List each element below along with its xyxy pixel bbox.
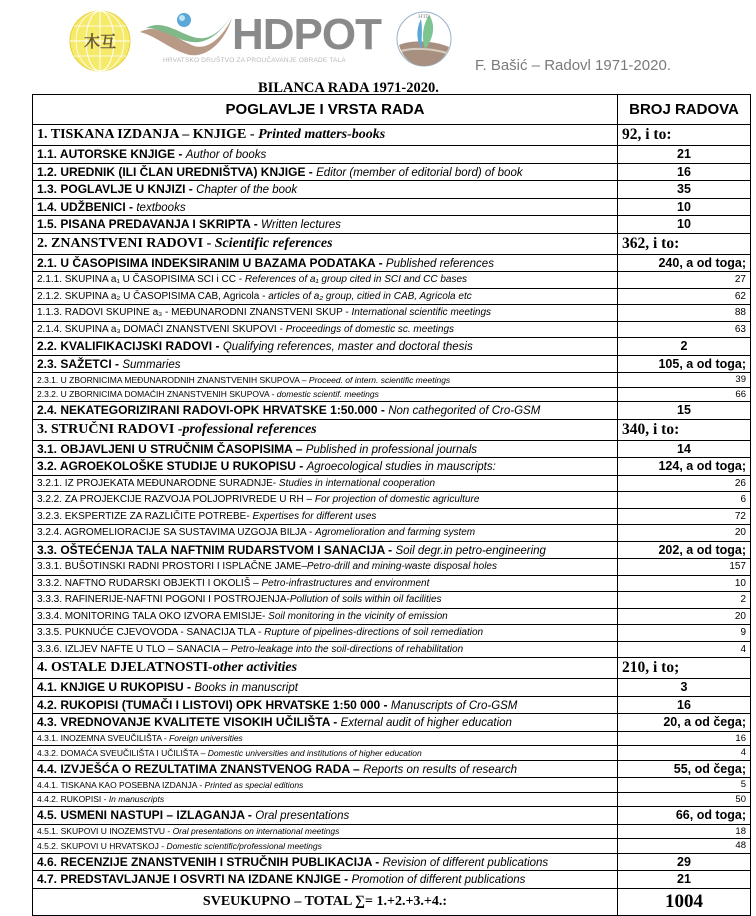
table-row bbox=[33, 575, 751, 592]
category-cell bbox=[33, 492, 618, 509]
works-balance-table bbox=[32, 94, 751, 916]
count-cell: 10 bbox=[618, 198, 751, 216]
category-label: 3.3.3. RAFINERIJE-NAFTNI POGONI I POSTROJENJA- bbox=[37, 594, 290, 606]
table-row bbox=[33, 419, 751, 440]
category-english: Promotion of different publications bbox=[351, 874, 526, 887]
category-english: Editor (member of editorial bord) of book bbox=[316, 166, 523, 179]
category-cell bbox=[33, 458, 618, 476]
category-english: textbooks bbox=[136, 201, 186, 214]
category-cell bbox=[33, 181, 618, 199]
table-row bbox=[33, 839, 751, 854]
category-english: In manuscripts bbox=[108, 794, 165, 805]
category-english: articles of a₂ group, citied in CAB, Agricola etc bbox=[268, 290, 472, 302]
category-cell bbox=[33, 475, 618, 492]
category-english: For projection of domestic agriculture bbox=[314, 494, 480, 506]
category-cell bbox=[33, 559, 618, 576]
category-label: 2.4. NEKATEGORIZIRANI RADOVI-OPK HRVATSKE 1:50.000 - bbox=[37, 403, 389, 418]
category-cell bbox=[33, 508, 618, 525]
table-row bbox=[33, 272, 751, 289]
category-cell bbox=[33, 419, 618, 440]
document-title: BILANCA RADA 1971-2020. bbox=[258, 80, 439, 96]
category-english: Reports on results of research bbox=[363, 763, 518, 776]
table-row bbox=[33, 216, 751, 234]
table-row bbox=[33, 525, 751, 542]
table-row bbox=[33, 402, 751, 420]
count-cell: 88 bbox=[618, 305, 751, 322]
category-label: 3.3.1. BUŠOTINSKI RADNI PROSTORI I ISPLAČNE JAME– bbox=[37, 561, 307, 573]
category-english: Soil monitoring in the vicinity of emission bbox=[268, 610, 448, 622]
category-label: 4.5.1. SKUPOVI U INOZEMSTVU - bbox=[37, 826, 173, 837]
category-english: Oral presentations on international meetings bbox=[172, 826, 340, 837]
category-label: 1.2. UREDNIK (ILI ČLAN UREDNIŠTVA) KNJIGE - bbox=[37, 164, 317, 179]
category-english: Petro-leakage into the soil-directions of rehabilitation bbox=[230, 643, 464, 655]
category-cell bbox=[33, 746, 618, 761]
count-cell: 210, i to; bbox=[618, 658, 751, 679]
category-cell bbox=[33, 355, 618, 373]
category-english: Scientific references bbox=[214, 235, 333, 251]
category-english: References of a₁ group cited in SCI and CC bases bbox=[244, 274, 468, 286]
category-english: Rupture of pipelines-directions of soil remediation bbox=[264, 627, 484, 639]
category-label: 1.1.3. RADOVI SKUPINE a₃ - MEĐUNARODNI ZNANSTVENI SKUP - bbox=[37, 307, 352, 319]
count-cell: 340, i to: bbox=[618, 419, 751, 440]
category-cell bbox=[33, 714, 618, 732]
category-label: 3.3.6. IZLJEV NAFTE U TLO – SANACIA – bbox=[37, 643, 231, 655]
category-label: 4.7. PREDSTAVLJANJE I OSVRTI NA IZDANE KNJIGE - bbox=[37, 872, 352, 887]
category-label: 2.1.1. SKUPINA a₁ U ČASOPISIMA SCI i CC - bbox=[37, 274, 245, 286]
category-english: Soil degr.in petro-engineering bbox=[395, 544, 546, 557]
count-cell: 16 bbox=[618, 696, 751, 714]
category-english: Manuscripts of Cro-GSM bbox=[390, 699, 518, 712]
category-cell bbox=[33, 402, 618, 420]
category-label: 1.4. UDŽBENICI - bbox=[37, 199, 137, 214]
category-cell bbox=[33, 233, 618, 254]
table-row bbox=[33, 338, 751, 356]
count-cell: 18 bbox=[618, 824, 751, 839]
table-row bbox=[33, 254, 751, 272]
category-label: 4.6. RECENZIJE ZNANSTVENIH I STRUČNIH PUBLIKACIJA - bbox=[37, 854, 383, 869]
category-english: professional references bbox=[182, 421, 317, 437]
count-cell: 26 bbox=[618, 475, 751, 492]
brand-subtitle: HRVATSKO DRUŠTVO ZA PROUČAVANJE OBRADE TALA bbox=[163, 57, 346, 64]
count-cell: 4 bbox=[618, 641, 751, 658]
category-cell bbox=[33, 641, 618, 658]
category-cell bbox=[33, 575, 618, 592]
table-row bbox=[33, 658, 751, 679]
category-label: 4.4.2. RUKOPISI - bbox=[37, 794, 109, 805]
category-label: 4.4. IZVJEŠĆA O REZULTATIMA ZNANSTVENOG RADA – bbox=[37, 761, 364, 776]
category-label: 2.3.2. U ZBORNICIMA DOMAĆIH ZNANSTVENIH SKUPOVA - bbox=[37, 389, 277, 400]
table-row bbox=[33, 508, 751, 525]
category-english: Domestic scientific/professional meetings bbox=[166, 840, 322, 851]
category-cell bbox=[33, 760, 618, 778]
table-row bbox=[33, 233, 751, 254]
category-cell bbox=[33, 321, 618, 338]
category-cell bbox=[33, 373, 618, 388]
category-cell bbox=[33, 792, 618, 807]
category-cell bbox=[33, 679, 618, 697]
htd-logo-icon bbox=[395, 9, 453, 69]
category-english: Expertises for different uses bbox=[252, 510, 377, 522]
table-row bbox=[33, 373, 751, 388]
svg-text:木互: 木互 bbox=[83, 32, 117, 51]
table-row bbox=[33, 625, 751, 642]
category-label: 2.1.4. SKUPINA a₃ DOMAĆI ZNANSTVENI SKUPOVI - bbox=[37, 323, 286, 335]
category-english: Proceed. of intern. scientific meetings bbox=[308, 374, 451, 385]
table-row bbox=[33, 321, 751, 338]
category-english: External audit of higher education bbox=[340, 717, 512, 730]
category-label: 1. TISKANA IZDANJA – KNJIGE - bbox=[37, 127, 259, 142]
brand-logotype: HDPOT bbox=[232, 10, 381, 59]
category-cell bbox=[33, 778, 618, 793]
table-row bbox=[33, 198, 751, 216]
category-english: Printed as special editions bbox=[204, 779, 304, 790]
category-english: Printed matters-books bbox=[258, 127, 386, 142]
table-row bbox=[33, 475, 751, 492]
table-row bbox=[33, 853, 751, 871]
table-row bbox=[33, 355, 751, 373]
count-cell: 63 bbox=[618, 321, 751, 338]
count-cell: 92, i to: bbox=[618, 125, 751, 146]
category-english: Proceedings of domestic sc. meetings bbox=[285, 323, 455, 335]
category-label: 3.2.4. AGROMELIORACIJE SA SUSTAVIMA UZGOJA BILJA - bbox=[37, 527, 316, 539]
category-english: Domestic universities and institutions of higher education bbox=[207, 747, 422, 758]
category-english: Chapter of the book bbox=[196, 184, 298, 197]
count-cell: 66, od toga; bbox=[618, 807, 751, 825]
category-cell bbox=[33, 608, 618, 625]
category-label: 3.2. AGROEKOLOŠKE STUDIJE U RUKOPISU - bbox=[37, 459, 307, 474]
table-row bbox=[33, 288, 751, 305]
category-english: Non cathegorited of Cro-GSM bbox=[388, 405, 541, 418]
count-cell: 55, od čega; bbox=[618, 760, 751, 778]
category-cell bbox=[33, 163, 618, 181]
table-row bbox=[33, 608, 751, 625]
category-label: 4.5.2. SKUPOVI U HRVATSKOJ - bbox=[37, 840, 167, 851]
category-english: Written lectures bbox=[261, 219, 341, 232]
category-cell bbox=[33, 541, 618, 559]
category-english: Summaries bbox=[122, 358, 181, 371]
globe-logo-icon bbox=[69, 10, 131, 72]
category-english: Books in manuscript bbox=[194, 682, 298, 695]
table-row bbox=[33, 696, 751, 714]
category-label: 1.5. PISANA PREDAVANJA I SKRIPTA - bbox=[37, 217, 262, 232]
table-row bbox=[33, 440, 751, 458]
count-cell: 362, i to: bbox=[618, 233, 751, 254]
category-english: Author of books bbox=[185, 149, 267, 162]
count-cell: 66 bbox=[618, 387, 751, 402]
category-english: International scientific meetings bbox=[351, 307, 492, 319]
category-label: 3.3.5. PUKNUĆE CJEVOVODA - SANACIJA TLA - bbox=[37, 627, 265, 639]
table-row bbox=[33, 679, 751, 697]
count-cell: 20, a od čega; bbox=[618, 714, 751, 732]
category-cell bbox=[33, 871, 618, 889]
count-cell: 10 bbox=[618, 216, 751, 234]
table-row bbox=[33, 125, 751, 146]
category-label: 4.4.1. TISKANA KAO POSEBNA IZDANJA - bbox=[37, 779, 205, 790]
table-row bbox=[33, 181, 751, 199]
category-cell bbox=[33, 807, 618, 825]
author-line: F. Bašić – Radovl 1971-2020. bbox=[475, 57, 671, 74]
category-label: 4.5. USMENI NASTUPI – IZLAGANJA - bbox=[37, 808, 256, 823]
category-label: 3.1. OBJAVLJENI U STRUČNIM ČASOPISIMA – bbox=[37, 441, 306, 456]
category-english: Petro-infrastructures and environment bbox=[261, 577, 430, 589]
count-cell: 39 bbox=[618, 373, 751, 388]
count-cell: 4 bbox=[618, 746, 751, 761]
table-row bbox=[33, 458, 751, 476]
category-label: 4.3.1. INOZEMNA SVEUČILIŠTA - bbox=[37, 733, 170, 744]
category-cell bbox=[33, 272, 618, 289]
category-label: 4.3.2. DOMAĆA SVEUČILIŠTA I UČILIŠTA – bbox=[37, 747, 208, 758]
table-row bbox=[33, 807, 751, 825]
category-cell bbox=[33, 731, 618, 746]
table-row bbox=[33, 146, 751, 164]
hdpot-wave-logo-icon bbox=[138, 10, 234, 60]
category-label: 2.1. U ČASOPISIMA INDEKSIRANIM U BAZAMA PODATAKA - bbox=[37, 255, 386, 270]
category-label: 4.2. RUKOPISI (TUMAČI I LISTOVI) OPK HRVATSKE 1:50 000 - bbox=[37, 697, 391, 712]
column-header-count: BROJ RADOVA bbox=[618, 95, 751, 125]
table-row bbox=[33, 559, 751, 576]
category-cell bbox=[33, 592, 618, 609]
category-cell bbox=[33, 254, 618, 272]
table-row bbox=[33, 746, 751, 761]
category-label: 2.3.1. U ZBORNICIMA MEĐUNARODNIH ZNANSTVENIH SKUPOVA – bbox=[37, 374, 309, 385]
count-cell: 202, a od toga; bbox=[618, 541, 751, 559]
count-cell: 105, a od toga; bbox=[618, 355, 751, 373]
category-label: 2. ZNANSTVENI RADOVI - bbox=[37, 235, 215, 251]
category-english: Agromelioration and farming system bbox=[315, 527, 476, 539]
table-header-row bbox=[33, 95, 751, 125]
category-label: 1.3. POGLAVLJE U KNJIZI - bbox=[37, 182, 197, 197]
category-label: 3. STRUČNI RADOVI - bbox=[37, 421, 183, 437]
count-cell: 15 bbox=[618, 402, 751, 420]
count-cell: 124, a od toga; bbox=[618, 458, 751, 476]
category-cell bbox=[33, 525, 618, 542]
category-cell bbox=[33, 387, 618, 402]
category-label: 3.3. OŠTEĆENJA TALA NAFTNIM RUDARSTVOM I SANACIJA - bbox=[37, 542, 396, 557]
category-cell bbox=[33, 824, 618, 839]
total-row bbox=[33, 888, 751, 915]
count-cell: 29 bbox=[618, 853, 751, 871]
table-row bbox=[33, 714, 751, 732]
category-cell bbox=[33, 839, 618, 854]
category-english: Published references bbox=[385, 257, 494, 270]
category-english: Studies in international cooperation bbox=[278, 477, 436, 489]
category-cell bbox=[33, 125, 618, 146]
table-row bbox=[33, 871, 751, 889]
category-english: Agroecological studies in mauscripts: bbox=[306, 461, 496, 474]
count-cell: 21 bbox=[618, 871, 751, 889]
category-label: 1.1. AUTORSKE KNJIGE - bbox=[37, 147, 186, 162]
category-cell bbox=[33, 146, 618, 164]
category-label: 3.2.1. IZ PROJEKATA MEĐUNARODNE SURADNJE- bbox=[37, 477, 279, 489]
count-cell: 20 bbox=[618, 608, 751, 625]
count-cell: 16 bbox=[618, 163, 751, 181]
table-row bbox=[33, 592, 751, 609]
count-cell: 27 bbox=[618, 272, 751, 289]
category-cell bbox=[33, 305, 618, 322]
category-label: 3.2.3. EKSPERTIZE ZA RAZLIČITE POTREBE- bbox=[37, 510, 253, 522]
count-cell: 3 bbox=[618, 679, 751, 697]
count-cell: 16 bbox=[618, 731, 751, 746]
table-row bbox=[33, 824, 751, 839]
table-row bbox=[33, 641, 751, 658]
count-cell: 9 bbox=[618, 625, 751, 642]
table-row bbox=[33, 731, 751, 746]
table-row bbox=[33, 305, 751, 322]
count-cell: 10 bbox=[618, 575, 751, 592]
category-label: 2.1.2. SKUPINA a₂ U ČASOPISIMA CAB, Agricola - bbox=[37, 290, 269, 302]
category-label: 4. OSTALE DJELATNOSTI- bbox=[37, 660, 213, 675]
category-cell bbox=[33, 625, 618, 642]
count-cell: 20 bbox=[618, 525, 751, 542]
count-cell: 21 bbox=[618, 146, 751, 164]
category-english: Oral presentations bbox=[255, 810, 350, 823]
count-cell: 240, a od toga; bbox=[618, 254, 751, 272]
category-cell bbox=[33, 853, 618, 871]
category-label: 2.3. SAŽETCI - bbox=[37, 356, 123, 371]
category-english: Revision of different publications bbox=[382, 856, 549, 869]
category-label: 3.2.2. ZA PROJEKCIJE RAZVOJA POLJOPRIVREDE U RH – bbox=[37, 494, 315, 506]
category-english: Foreign universities bbox=[169, 733, 243, 744]
category-label: 2.2. KVALIFIKACIJSKI RADOVI - bbox=[37, 339, 223, 354]
table-row bbox=[33, 778, 751, 793]
category-cell bbox=[33, 440, 618, 458]
count-cell: 6 bbox=[618, 492, 751, 509]
category-english: Qualifying references, master and doctoral thesis bbox=[222, 341, 473, 354]
table-row bbox=[33, 760, 751, 778]
total-label: SVEUKUPNO – TOTAL ∑= 1.+2.+3.+4.: bbox=[33, 888, 618, 915]
category-english: Pollution of soils within oil facilities bbox=[289, 594, 442, 606]
category-english: Published in professional journals bbox=[305, 443, 478, 456]
category-english: other activities bbox=[212, 660, 298, 675]
category-cell bbox=[33, 198, 618, 216]
category-label: 3.3.2. NAFTNO RUDARSKI OBJEKTI I OKOLIŠ – bbox=[37, 577, 262, 589]
table-row bbox=[33, 163, 751, 181]
table-row bbox=[33, 541, 751, 559]
category-english: domestic scientif. meetings bbox=[276, 389, 379, 400]
count-cell: 14 bbox=[618, 440, 751, 458]
count-cell: 35 bbox=[618, 181, 751, 199]
category-label: 4.1. KNJIGE U RUKOPISU - bbox=[37, 680, 195, 695]
column-header-category: POGLAVLJE I VRSTA RADA bbox=[33, 95, 618, 125]
total-value: 1004 bbox=[618, 888, 751, 915]
category-cell bbox=[33, 696, 618, 714]
category-english: Petro-drill and mining-waste disposal holes bbox=[306, 561, 497, 573]
count-cell: 50 bbox=[618, 792, 751, 807]
table-row bbox=[33, 387, 751, 402]
count-cell: 72 bbox=[618, 508, 751, 525]
count-cell: 48 bbox=[618, 839, 751, 854]
category-cell bbox=[33, 658, 618, 679]
svg-text:HTD: HTD bbox=[418, 14, 430, 20]
category-cell bbox=[33, 216, 618, 234]
category-cell bbox=[33, 288, 618, 305]
category-label: 4.3. VREDNOVANJE KVALITETE VISOKIH UČILIŠTA - bbox=[37, 715, 341, 730]
count-cell: 2 bbox=[618, 338, 751, 356]
count-cell: 62 bbox=[618, 288, 751, 305]
page-header bbox=[0, 0, 756, 82]
count-cell: 5 bbox=[618, 778, 751, 793]
category-cell bbox=[33, 338, 618, 356]
count-cell: 157 bbox=[618, 559, 751, 576]
category-label: 3.3.4. MONITORING TALA OKO IZVORA EMISIJE- bbox=[37, 610, 269, 622]
table-row bbox=[33, 792, 751, 807]
table-row bbox=[33, 492, 751, 509]
count-cell: 2 bbox=[618, 592, 751, 609]
